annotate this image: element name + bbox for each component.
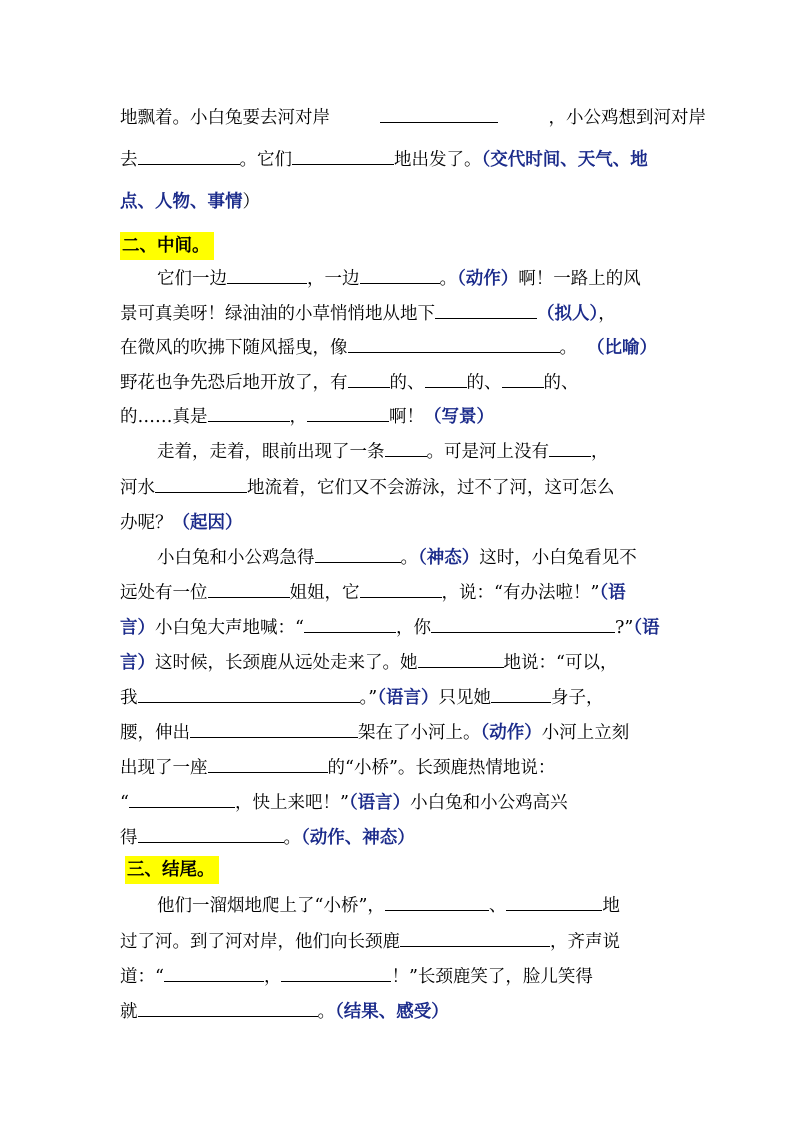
blank[interactable] [281, 963, 391, 982]
text-line: 言）这时候，长颈鹿从远处走来了。她 地说：“可以， [120, 645, 706, 681]
annotation: （语言） [377, 688, 439, 708]
text-line: 出现了一座 的“小桥”。长颈鹿热情地说： [120, 750, 706, 786]
annotation: 言） [120, 653, 155, 673]
text-line: 言）小白兔大声地喊：“ ，你 ?”（语 [120, 610, 706, 646]
text-line: “ ，快上来吧！”（语言）小白兔和小公鸡高兴 [120, 785, 706, 821]
annotation: 言） [120, 618, 155, 638]
blank[interactable] [491, 684, 551, 703]
text-line: 点、人物、事情） [120, 192, 260, 212]
blank[interactable] [400, 928, 550, 947]
blank[interactable] [138, 684, 360, 703]
blank[interactable] [348, 334, 560, 353]
blank[interactable] [315, 544, 401, 563]
blank[interactable] [208, 403, 290, 422]
text-line: 办呢？（起因） [120, 513, 243, 533]
text-line: 过了河。到了河对岸，他们向长颈鹿 ，齐声说 [120, 924, 706, 960]
blank[interactable] [129, 789, 235, 808]
text-line: 得 。（动作、神态） [120, 820, 706, 856]
text-line: 它们一边 ，一边 。（动作）啊！一路上的风 [157, 261, 706, 297]
text-line: 景可真美呀！绿油油的小草悄悄地从地下 （拟人）， [120, 296, 706, 332]
annotation: （动作） [457, 269, 519, 289]
blank[interactable] [227, 265, 307, 284]
annotation: （语 [599, 583, 626, 603]
annotation: （交代时间、天气、地 [481, 150, 648, 170]
text-line: 河水 地流着，它们又不会游泳，过不了河，这可怎么 [120, 470, 706, 506]
blank[interactable] [164, 963, 264, 982]
text-line: 在微风的吹拂下随风摇曳，像 。 （比喻） [120, 330, 706, 366]
blank[interactable] [190, 719, 358, 738]
text-line: 他们一溜烟地爬上了“小桥”， 、 地 [157, 888, 706, 924]
blank[interactable] [307, 403, 389, 422]
blank[interactable] [418, 649, 504, 668]
annotation: （结果、感受） [335, 1002, 449, 1022]
blank[interactable] [292, 146, 394, 165]
blank[interactable] [348, 369, 390, 388]
text: 地飘着。小白兔要去河对岸 [120, 108, 330, 128]
text-line [120, 100, 706, 136]
blank[interactable] [360, 265, 440, 284]
text-line: 去 。它们 地出发了。（交代时间、天气、地 [120, 142, 706, 178]
text-line: 远处有一位 姐姐，它 ，说：“有办法啦！”（语 [120, 575, 706, 611]
blank[interactable] [549, 438, 591, 457]
annotation: （比喻） [587, 338, 657, 358]
text-line: 腰，伸出 架在了小河上。（动作）小河上立刻 [120, 715, 706, 751]
blank[interactable] [425, 369, 467, 388]
blank[interactable] [138, 998, 318, 1017]
annotation: （语 [633, 618, 660, 638]
annotation: （写景） [424, 407, 494, 427]
blank[interactable] [360, 579, 442, 598]
text: ，小公鸡想到河对岸 [548, 108, 706, 128]
blank[interactable] [431, 614, 615, 633]
text-line: 小白兔和小公鸡急得 。（神态）这时，小白兔看见不 [157, 540, 706, 576]
annotation: （动作） [480, 723, 542, 743]
blank[interactable] [502, 369, 544, 388]
blank[interactable] [208, 754, 328, 773]
blank[interactable] [138, 146, 240, 165]
annotation: 点、人物、事情 [120, 192, 243, 212]
blank[interactable] [506, 892, 602, 911]
annotation: （动作、神态） [301, 828, 415, 848]
blank[interactable] [385, 438, 427, 457]
text-line: 我 。”（语言）只见她 身子， [120, 680, 706, 716]
text-line: 野花也争先恐后地开放了，有 的、 的、 的、 [120, 365, 706, 401]
section-heading-middle: 二、中间。 [120, 232, 214, 260]
text-line: 道：“ ， ！”长颈鹿笑了，脸儿笑得 [120, 959, 706, 995]
section-heading-end: 三、结尾。 [125, 856, 219, 884]
blank[interactable] [155, 474, 247, 493]
text-line: 的……真是 ， 啊！（写景） [120, 399, 706, 435]
blank[interactable] [385, 892, 489, 911]
blank[interactable] [304, 614, 396, 633]
blank[interactable] [208, 579, 290, 598]
annotation: （语言） [348, 793, 411, 813]
text-line: 就 。（结果、感受） [120, 994, 706, 1030]
text-line: 走着，走着，眼前出现了一条 。可是河上没有 ， [157, 434, 706, 470]
annotation: （神态） [418, 548, 480, 568]
annotation: （拟人） [537, 304, 599, 324]
blank[interactable] [380, 104, 498, 123]
blank[interactable] [138, 824, 284, 843]
annotation: （起因） [172, 513, 243, 533]
blank[interactable] [435, 300, 537, 319]
